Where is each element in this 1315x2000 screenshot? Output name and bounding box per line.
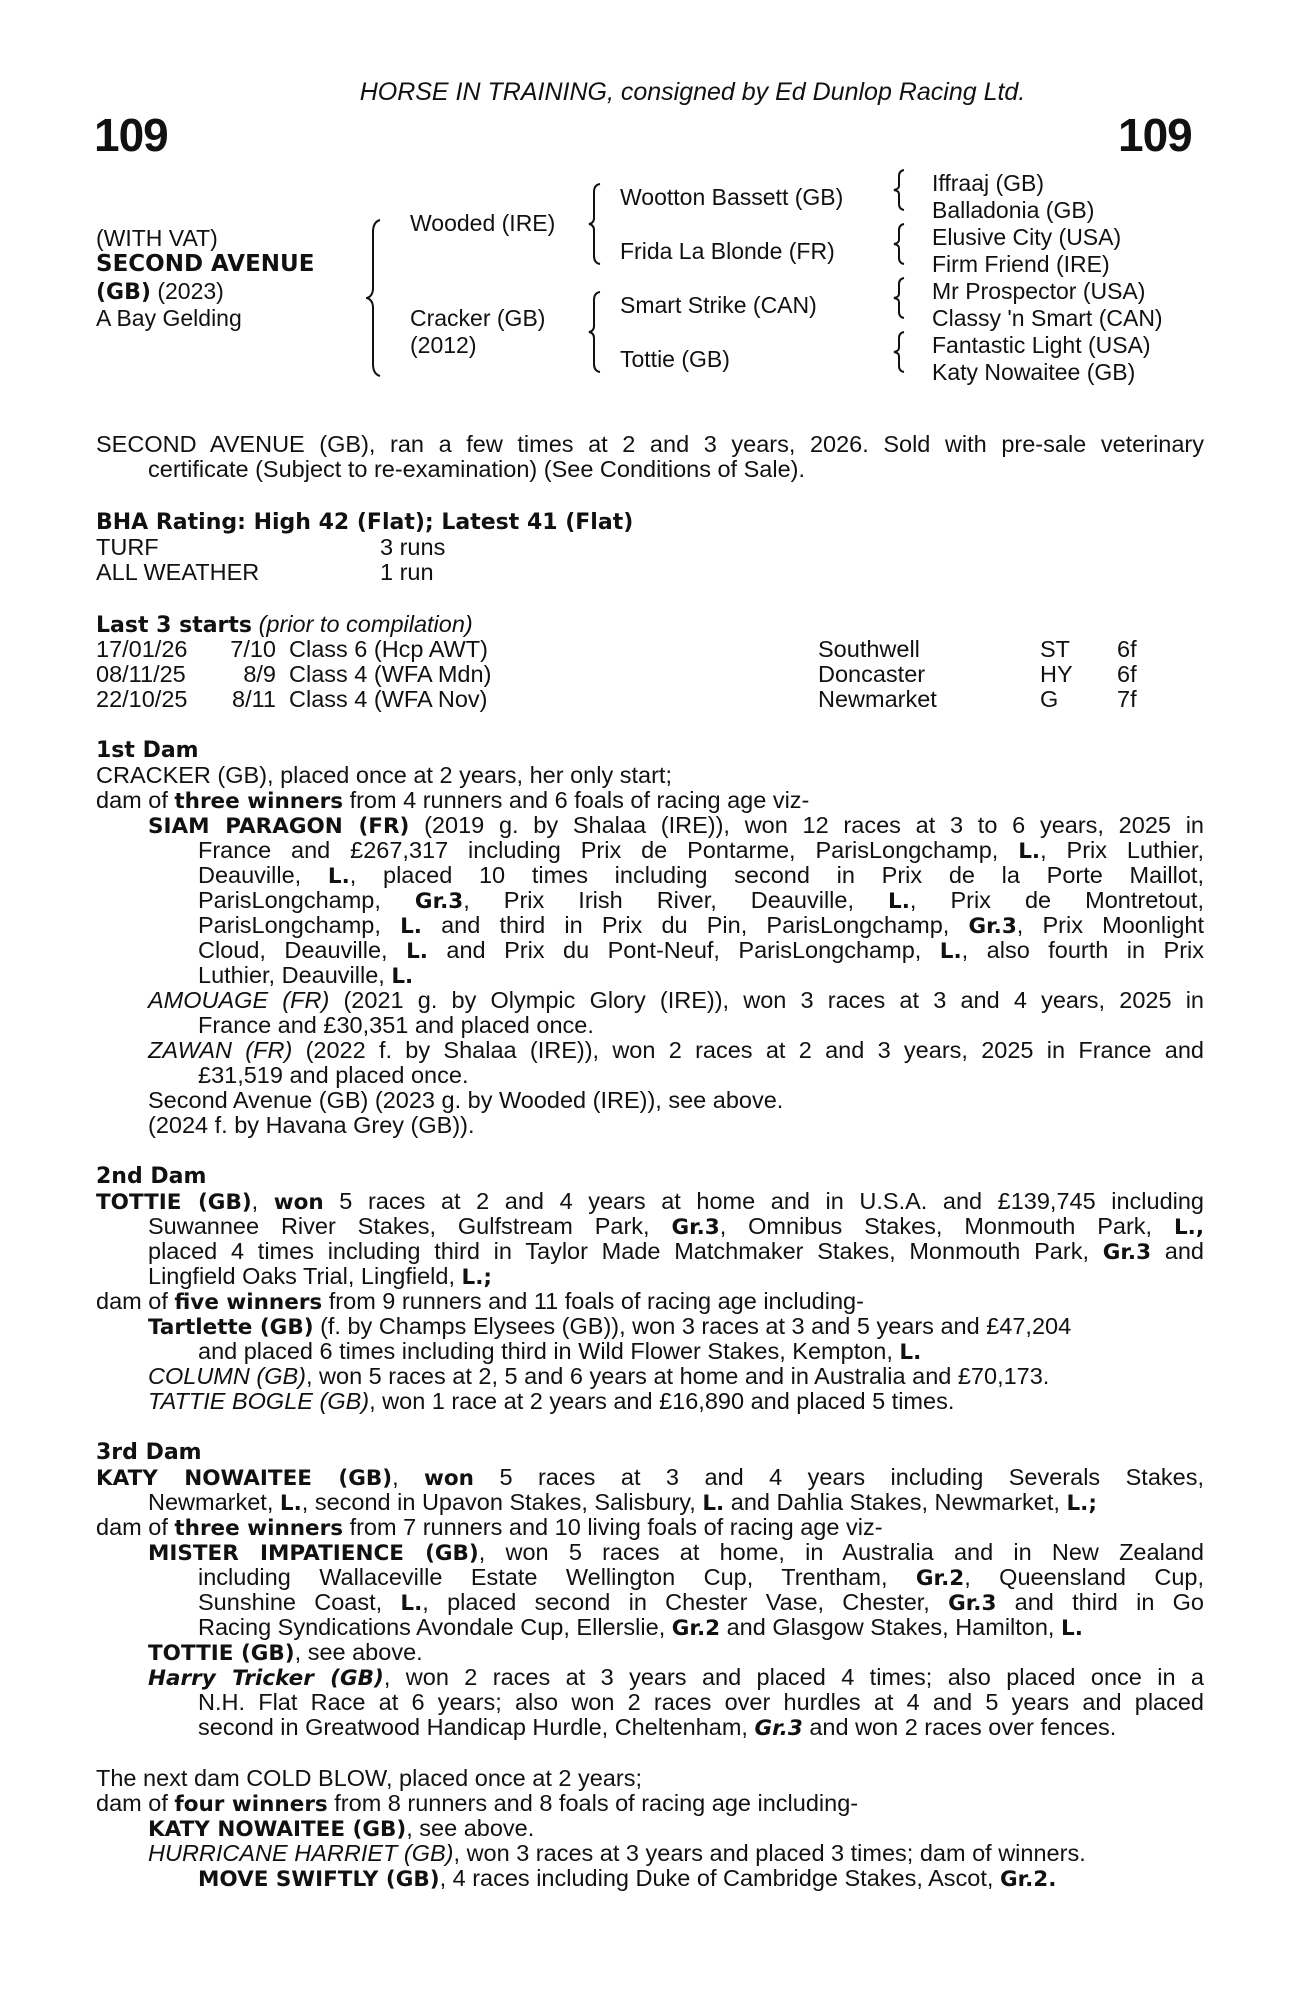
pedigree-brace-g3-3 — [893, 276, 909, 320]
text: ParisLongchamp, — [198, 912, 401, 938]
text: , Prix Irish River, Deauville, — [463, 887, 889, 913]
pedigree-gen3-8: Katy Nowaitee (GB) — [932, 359, 1136, 385]
text: , also fourth in Prix — [961, 937, 1205, 963]
grade-listed: L. — [939, 939, 962, 964]
start-position: 7/10 — [230, 636, 276, 662]
text: , Queensland Cup, — [964, 1564, 1204, 1590]
grade-gr3: Gr.3 — [1102, 1240, 1152, 1265]
text: , second in Upavon Stakes, Salisbury, — [301, 1489, 703, 1515]
start-date: 17/01/26 — [96, 636, 188, 662]
pedigree-brace-dam — [588, 290, 606, 374]
dam1-progeny-2024-foal: (2024 f. by Havana Grey (GB)). — [148, 1112, 475, 1138]
text: and placed 6 times including third in Wild Flower Stakes, Kempton, — [198, 1338, 900, 1364]
text: Luthier, Deauville, — [198, 962, 392, 988]
horse-description: A Bay Gelding — [96, 305, 242, 331]
start-race: Class 6 (Hcp AWT) — [289, 636, 488, 662]
progeny-name: ZAWAN (FR) — [148, 1037, 293, 1063]
grade-listed: L. — [327, 864, 350, 889]
pedigree-brace-g3-2 — [893, 222, 909, 266]
pedigree-gen3-5: Mr Prospector (USA) — [932, 278, 1146, 304]
dam2-title: 2nd Dam — [96, 1164, 207, 1189]
text: , Prix Luthier, — [1040, 837, 1204, 863]
start-course: Newmarket — [818, 686, 937, 712]
next-dam-progeny-katy-nowaitee — [148, 1816, 1204, 1843]
text: second in Greatwood Handicap Hurdle, Cheltenham, — [198, 1714, 755, 1740]
grade-listed: L., — [1173, 1215, 1204, 1240]
pedigree-gen3-6: Classy 'n Smart (CAN) — [932, 305, 1163, 331]
text: , won 1 race at 2 years and £16,890 and placed 5 times. — [369, 1388, 955, 1414]
pedigree-dam-sire: Smart Strike (CAN) — [620, 292, 817, 318]
text: and won 2 races over fences. — [802, 1714, 1117, 1740]
text: from 8 runners and 8 foals of racing age including- — [327, 1790, 859, 1816]
dam1-title: 1st Dam — [96, 738, 199, 763]
text: dam of — [96, 1288, 175, 1314]
horse-country: (GB) — [96, 280, 151, 305]
pedigree-brace-g3-1 — [893, 168, 909, 212]
text: and Dahlia Stakes, Newmarket, — [724, 1489, 1067, 1515]
text: Racing Syndications Avondale Cup, Ellerslie, — [198, 1614, 672, 1640]
winners-count: five winners — [174, 1290, 323, 1315]
text: and third in Go — [996, 1589, 1204, 1615]
grade-gr2: Gr.2 — [915, 1566, 965, 1591]
rating-turf-label: TURF — [96, 534, 159, 560]
vat-label: (WITH VAT) — [96, 225, 218, 251]
text: Deauville, — [198, 862, 328, 888]
grade-listed: L. — [1061, 1616, 1083, 1641]
start-date: 08/11/25 — [96, 661, 186, 687]
start-going: G — [1040, 686, 1059, 712]
grade-listed: L. — [888, 889, 910, 914]
grade-gr3: Gr.3 — [754, 1716, 803, 1741]
summary-line-1: SECOND AVENUE (GB), ran a few times at 2 and 3 years, 2026. Sold with pre-sale veterinary — [96, 431, 1204, 457]
grade-gr3: Gr.3 — [671, 1215, 720, 1240]
pedigree-brace-sire — [588, 182, 606, 266]
dam2-progeny-tattie-bogle — [148, 1389, 1204, 1415]
grade-listed: L. — [702, 1491, 725, 1516]
text: France and £267,317 including Prix de Pontarme, ParisLongchamp, — [198, 837, 1019, 863]
grade-listed: L.; — [1066, 1491, 1097, 1516]
grade-listed: L. — [1018, 839, 1041, 864]
start-course: Doncaster — [818, 661, 926, 687]
grade-gr3: Gr.3 — [948, 1591, 997, 1616]
start-course: Southwell — [818, 636, 920, 662]
last-starts-heading — [96, 612, 1204, 639]
start-position: 8/9 — [243, 661, 276, 687]
text: Suwannee River Stakes, Gulfstream Park, — [148, 1213, 672, 1239]
text: France and £30,351 and placed once. — [198, 1012, 594, 1038]
winners-count: three winners — [174, 789, 344, 814]
text: dam of — [96, 787, 175, 813]
text: , Prix Moonlight — [1016, 912, 1205, 938]
dam2-progeny-column — [148, 1364, 1204, 1390]
grade-gr3: Gr.3 — [968, 914, 1017, 939]
progeny-name: Tartlette (GB) — [148, 1315, 314, 1340]
start-race: Class 4 (WFA Mdn) — [289, 661, 492, 687]
grade-listed: L. — [406, 939, 428, 964]
text: including Wallaceville Estate Wellington Cup, Trentham, — [198, 1564, 916, 1590]
grade-gr3: Gr.3 — [414, 889, 464, 914]
text: (f. by Champs Elysees (GB)), won 3 races at 3 and 5 years and £47,204 — [313, 1313, 1072, 1339]
lot-number-right: 109 — [1118, 109, 1192, 161]
grade-listed: L. — [899, 1340, 922, 1365]
text: , see above. — [406, 1815, 535, 1841]
lot-number-left: 109 — [94, 109, 168, 161]
pedigree-sire-dam: Frida La Blonde (FR) — [620, 238, 835, 264]
progeny-name: COLUMN (GB) — [148, 1363, 306, 1389]
next-dam-progeny-move-swiftly — [198, 1866, 1204, 1893]
text: £31,519 and placed once. — [198, 1062, 469, 1088]
dam3-name: KATY NOWAITEE (GB) — [96, 1466, 393, 1491]
grade-gr2: Gr.2 — [671, 1616, 721, 1641]
text: Cloud, Deauville, — [198, 937, 407, 963]
text: , won 5 races at 2, 5 and 6 years at home and in Australia and £70,173. — [305, 1363, 1050, 1389]
won-label: won — [273, 1190, 324, 1215]
progeny-name: AMOUAGE (FR) — [148, 987, 330, 1013]
start-distance: 6f — [1117, 661, 1137, 687]
text: and third in Prix du Pin, ParisLongchamp, — [421, 912, 969, 938]
pedigree-gen3-4: Firm Friend (IRE) — [932, 251, 1110, 277]
grade-listed: L. — [400, 1591, 423, 1616]
consignor-heading: HORSE IN TRAINING, consigned by Ed Dunlop Racing Ltd. — [359, 78, 1026, 106]
next-dam-intro: The next dam COLD BLOW, placed once at 2 years; — [96, 1765, 642, 1791]
dam3-title: 3rd Dam — [96, 1440, 202, 1465]
text: N.H. Flat Race at 6 years; also won 2 races over hurdles at 4 and 5 years and placed — [198, 1689, 1204, 1715]
text: dam of — [96, 1514, 175, 1540]
text: , won 3 races at 3 years and placed 3 times; dam of winners. — [453, 1840, 1086, 1866]
dam3-produce-summary — [96, 1515, 1204, 1542]
grade-listed: L. — [279, 1491, 302, 1516]
text: 5 races at 3 and 4 years including Severals Stakes, — [474, 1464, 1204, 1490]
start-going: HY — [1040, 661, 1073, 687]
pedigree-sire-sire: Wootton Bassett (GB) — [620, 184, 844, 210]
dam1-progeny-second-avenue: Second Avenue (GB) (2023 g. by Wooded (IRE)), see above. — [148, 1087, 784, 1113]
next-dam-produce-summary — [96, 1791, 1204, 1818]
last-starts-title: Last 3 starts — [96, 613, 253, 638]
winners-count: four winners — [174, 1792, 328, 1817]
text: ParisLongchamp, — [198, 887, 415, 913]
text: from 4 runners and 6 foals of racing age viz- — [343, 787, 810, 813]
dam1-intro: CRACKER (GB), placed once at 2 years, her only start; — [96, 762, 672, 788]
text: from 7 runners and 10 living foals of racing age viz- — [343, 1514, 883, 1540]
text: , see above. — [294, 1639, 423, 1665]
rating-aw-runs: 1 run — [380, 559, 434, 585]
text: Newmarket, — [148, 1489, 280, 1515]
pedigree-dam: Cracker (GB) — [410, 305, 546, 331]
rating-title: BHA Rating: High 42 (Flat); Latest 41 (Flat) — [96, 510, 634, 535]
progeny-name: KATY NOWAITEE (GB) — [148, 1817, 407, 1842]
text: (2019 g. by Shalaa (IRE)), won 12 races at 3 to 6 years, 2025 in — [409, 812, 1204, 838]
dam3-progeny-tottie — [148, 1640, 1204, 1667]
start-distance: 7f — [1117, 686, 1137, 712]
progeny-name: MISTER IMPATIENCE (GB) — [148, 1541, 479, 1566]
pedigree-gen3-3: Elusive City (USA) — [932, 224, 1122, 250]
start-distance: 6f — [1117, 636, 1137, 662]
pedigree-dam-dam: Tottie (GB) — [620, 346, 730, 372]
pedigree-gen3-1: Iffraaj (GB) — [932, 170, 1045, 196]
summary-line-2: certificate (Subject to re-examination) (See Conditions of Sale). — [148, 456, 806, 482]
grade-listed: L. — [391, 964, 414, 989]
pedigree-gen3-7: Fantastic Light (USA) — [932, 332, 1151, 358]
text: 5 races at 2 and 4 years at home and in U.S.A. and £139,745 including — [323, 1188, 1204, 1214]
text: , won 2 races at 3 years and placed 4 times; also placed once in a — [383, 1664, 1204, 1690]
horse-country-year — [96, 278, 224, 306]
start-race: Class 4 (WFA Nov) — [289, 686, 488, 712]
pedigree-sire: Wooded (IRE) — [410, 210, 556, 236]
pedigree-gen3-2: Balladonia (GB) — [932, 197, 1095, 223]
progeny-name: TOTTIE (GB) — [148, 1641, 295, 1666]
text: (2022 f. by Shalaa (IRE)), won 2 races at 2 and 3 years, 2025 in France and — [292, 1037, 1204, 1063]
progeny-name: MOVE SWIFTLY (GB) — [198, 1867, 440, 1892]
text: and — [1151, 1238, 1204, 1264]
text: , placed 10 times including second in Prix de la Porte Maillot, — [349, 862, 1204, 888]
progeny-name: HURRICANE HARRIET (GB) — [148, 1840, 454, 1866]
grade-listed: L. — [400, 914, 422, 939]
next-dam-progeny-hurricane-harriet — [148, 1841, 1204, 1867]
start-position: 8/11 — [232, 686, 276, 712]
text: , won 5 races at home, in Australia and in New Zealand — [478, 1539, 1204, 1565]
grade-gr2: Gr.2. — [999, 1867, 1057, 1892]
dam2-name: TOTTIE (GB) — [96, 1190, 252, 1215]
text: from 9 runners and 11 foals of racing age including- — [322, 1288, 864, 1314]
start-going: ST — [1040, 636, 1071, 662]
pedigree-brace-main — [366, 218, 388, 378]
dam1-produce-summary — [96, 788, 1204, 815]
text: , placed second in Chester Vase, Chester, — [422, 1589, 949, 1615]
progeny-name: Harry Tricker (GB) — [148, 1666, 384, 1691]
text: , 4 races including Duke of Cambridge Stakes, Ascot, — [439, 1865, 1000, 1891]
text: , Omnibus Stakes, Monmouth Park, — [719, 1213, 1174, 1239]
rating-aw-label: ALL WEATHER — [96, 559, 260, 585]
text: Sunshine Coast, — [198, 1589, 401, 1615]
progeny-name: SIAM PARAGON (FR) — [148, 814, 410, 839]
horse-name: SECOND AVENUE — [96, 251, 315, 277]
pedigree-dam-year: (2012) — [410, 332, 477, 358]
horse-year: (2023) — [157, 278, 224, 304]
won-label: won — [424, 1466, 474, 1491]
grade-listed: L.; — [461, 1265, 492, 1290]
start-date: 22/10/25 — [96, 686, 188, 712]
pedigree-brace-g3-4 — [893, 330, 909, 374]
progeny-name: TATTIE BOGLE (GB) — [148, 1388, 370, 1414]
text: , Prix de Montretout, — [909, 887, 1204, 913]
text: placed 4 times including third in Taylor Made Matchmaker Stakes, Monmouth Park, — [148, 1238, 1103, 1264]
winners-count: three winners — [174, 1516, 344, 1541]
rating-turf-runs: 3 runs — [380, 534, 446, 560]
last-starts-subtitle: (prior to compilation) — [258, 611, 473, 637]
text: Lingfield Oaks Trial, Lingfield, — [148, 1263, 462, 1289]
text: and Prix du Pont-Neuf, ParisLongchamp, — [427, 937, 940, 963]
text: and Glasgow Stakes, Hamilton, — [720, 1614, 1061, 1640]
dam2-produce-summary — [96, 1289, 1204, 1316]
text: (2021 g. by Olympic Glory (IRE)), won 3 races at 3 and 4 years, 2025 in — [329, 987, 1204, 1013]
text: dam of — [96, 1790, 175, 1816]
